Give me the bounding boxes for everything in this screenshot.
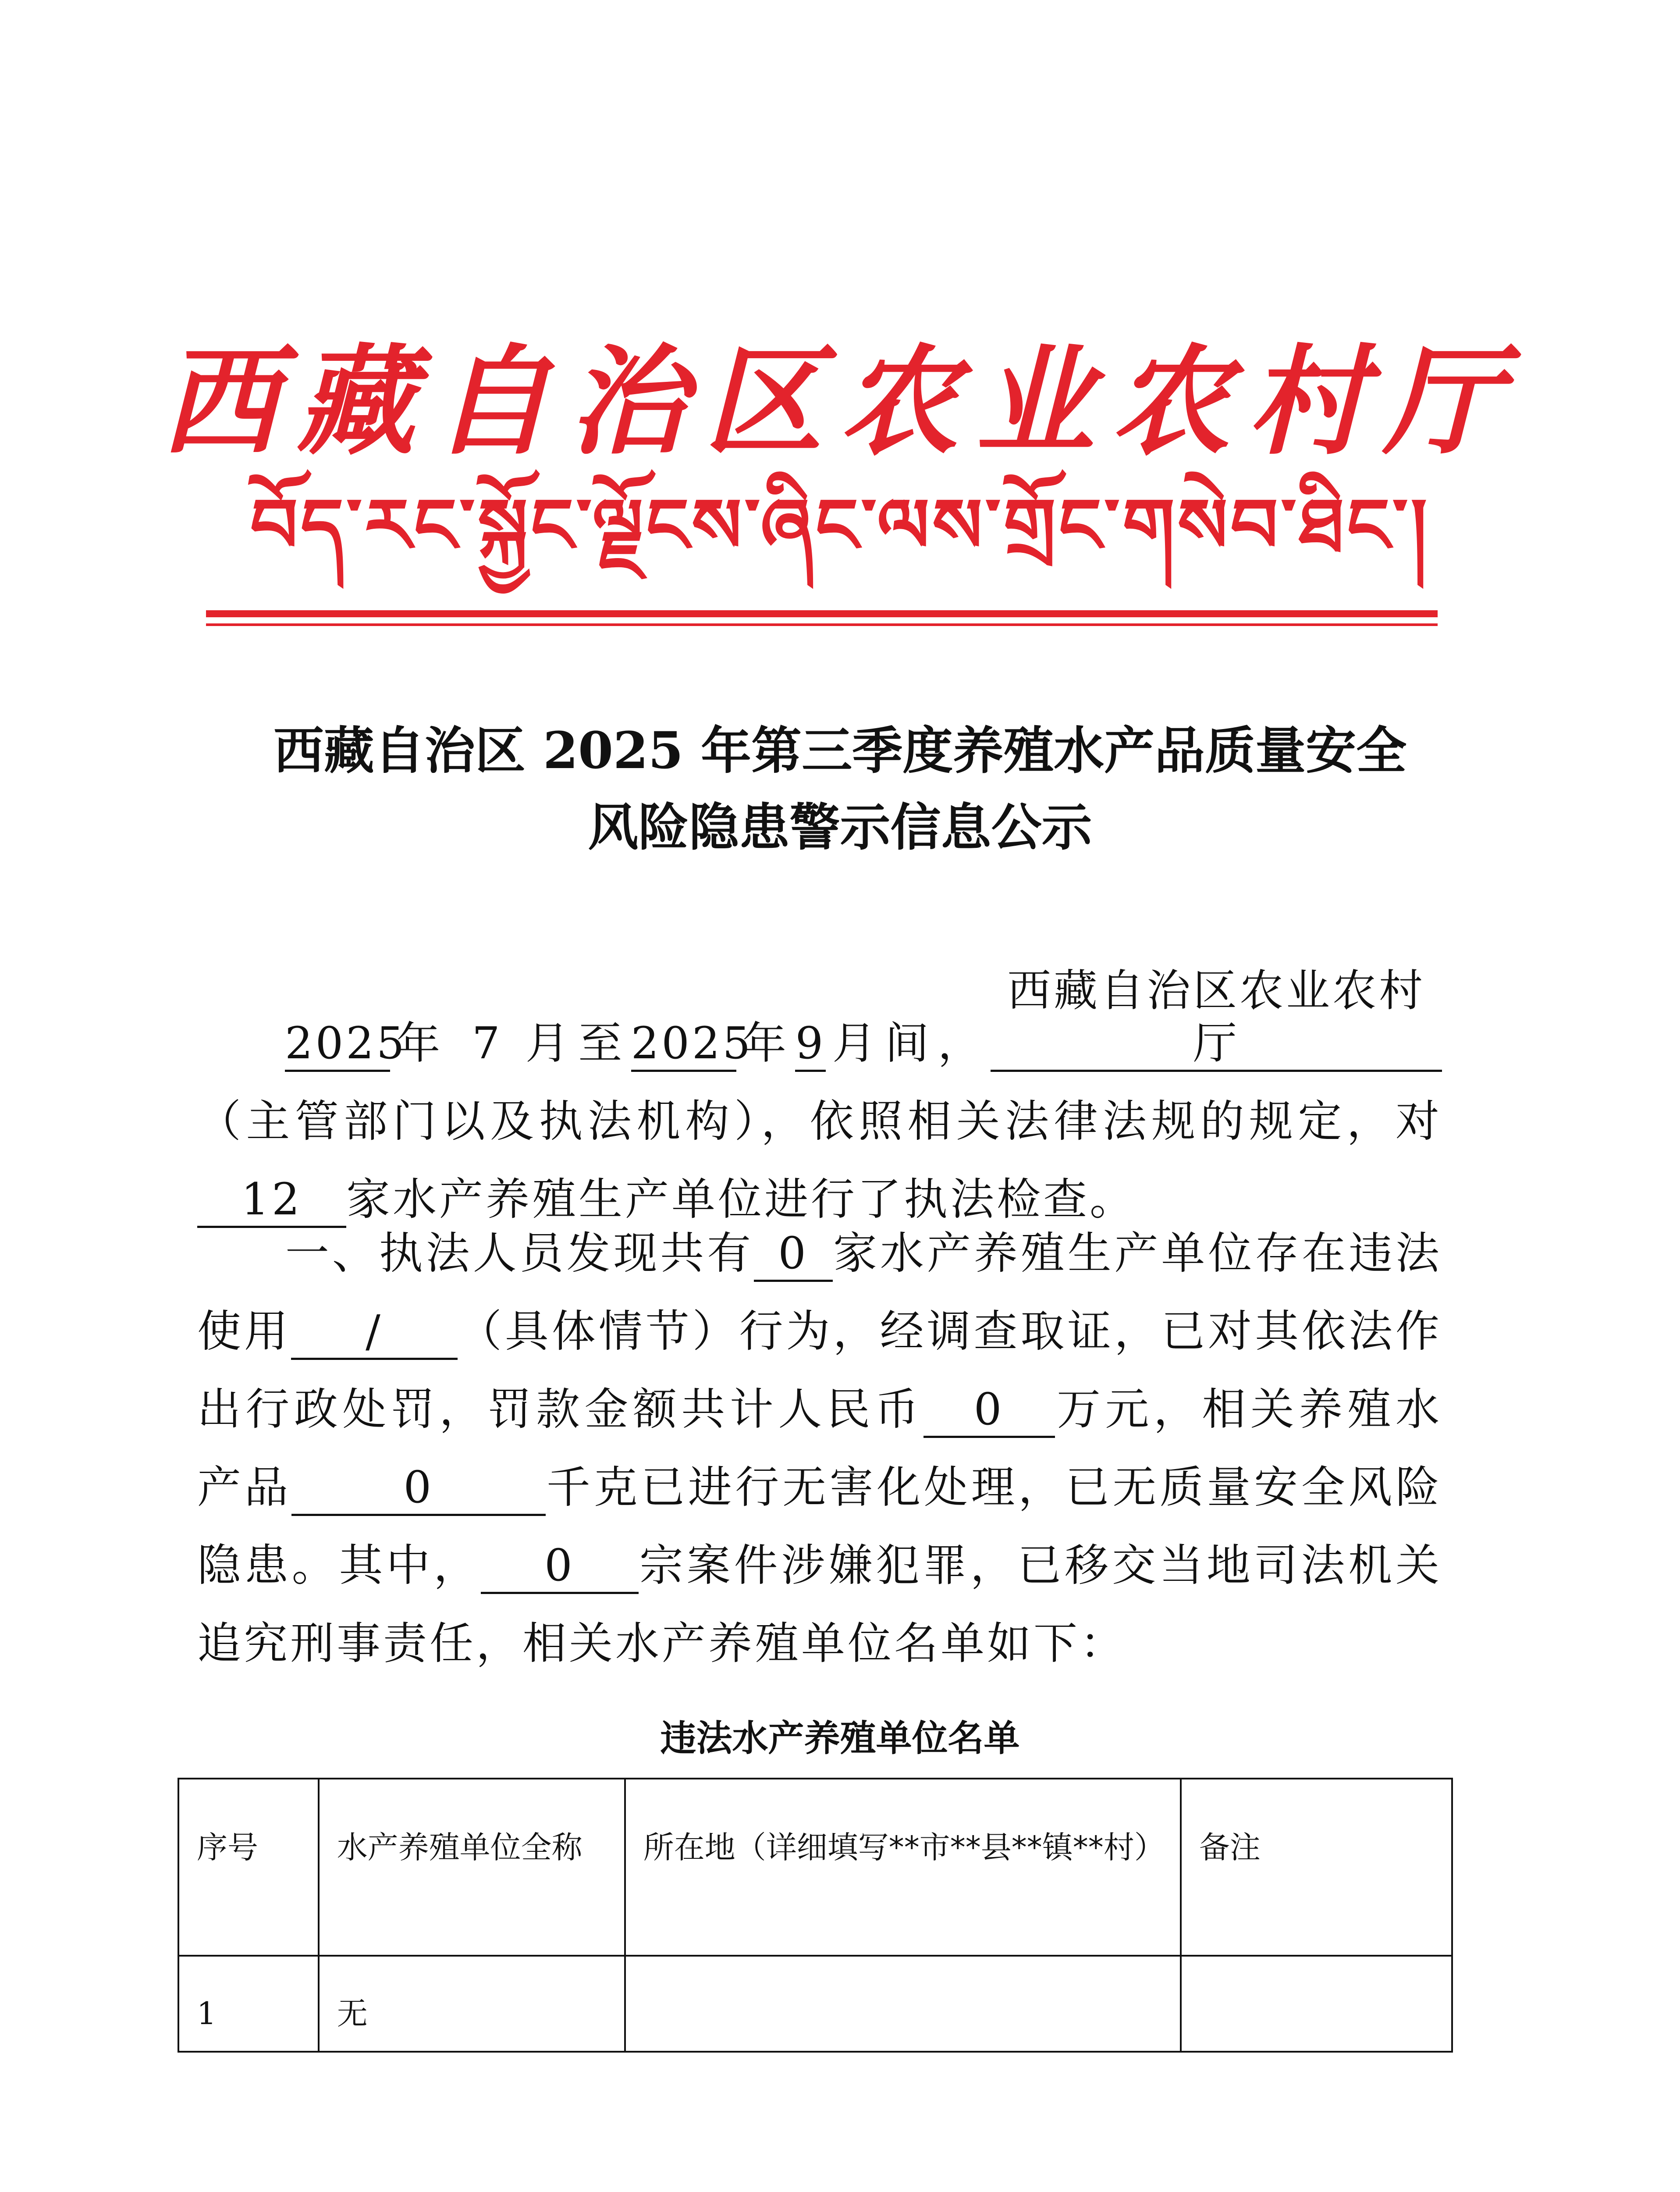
findings-text-1: 一、执法人员发现共有 xyxy=(285,1228,754,1279)
cell-location xyxy=(625,1956,1181,2052)
letterhead-tibetan: བོད་རང་སྐྱོང་ལྗོངས་ཞིང་ལས་གྲོང་གསེབ་ཐིང་། xyxy=(250,483,1430,569)
criminal-cases-field: 0 xyxy=(481,1539,639,1594)
cell-remarks xyxy=(1181,1956,1452,2052)
table-header-row xyxy=(178,1779,1452,1956)
paragraph-intro xyxy=(197,964,1442,1238)
intro-text-5: 家水产养殖生产单位进行了执法检查。 xyxy=(346,1174,1136,1225)
inspected-count-field: 12 xyxy=(197,1173,346,1228)
findings-text-3: （具体情节）行为，经调查取证，已对其依法作出行政处罚，罚款金额共计人民币 xyxy=(197,1306,1442,1435)
end-year-field: 2025 xyxy=(631,1017,736,1072)
violators-table xyxy=(178,1778,1453,2053)
header-unit-name: 水产养殖单位全称 xyxy=(319,1779,625,1956)
cell-unit-name: 无 xyxy=(319,1956,625,2052)
header-serial: 序号 xyxy=(178,1779,319,1956)
paragraph-findings xyxy=(197,1214,1442,1683)
findings-text-2: 家水产养殖生产单位存在违法使用 xyxy=(197,1228,1442,1357)
findings-text-5: 千克已进行无害化处理，已无质量安全风险隐患。其中， xyxy=(197,1462,1442,1591)
table-title: 违法水产养殖单位名单 xyxy=(660,1718,1020,1759)
document-title-line2: 风险隐患警示信息公示 xyxy=(588,798,1092,857)
findings-text-6: 宗案件涉嫌犯罪，已移交当地司法机关追究刑事责任，相关水产养殖单位名单如下： xyxy=(197,1540,1442,1669)
letterhead-chinese: 西藏自治区农业农村厅 xyxy=(160,331,1520,471)
end-month-field: 9 xyxy=(795,1017,826,1072)
disposed-kg-field: 0 xyxy=(291,1461,546,1516)
intro-text-4: （主管部门以及执法机构），依照相关法律法规的规定，对 xyxy=(197,1096,1442,1147)
cell-serial: 1 xyxy=(178,1956,319,2052)
header-location: 所在地（详细填写**市**县**镇**村） xyxy=(625,1779,1181,1956)
document-title-line1: 西藏自治区 2025 年第三季度养殖水产品质量安全 xyxy=(273,721,1407,780)
intro-text-1: 年 7 月至 xyxy=(390,1018,631,1069)
findings-text-4: 万元，相关养殖水产品 xyxy=(197,1384,1442,1513)
violators-count-field: 0 xyxy=(754,1227,833,1282)
behavior-field: / xyxy=(291,1305,458,1360)
intro-text-2: 年 xyxy=(736,1018,796,1069)
start-year-field: 2025 xyxy=(285,1017,390,1072)
fine-amount-field: 0 xyxy=(923,1383,1055,1438)
intro-text-3: 月间， xyxy=(826,1018,991,1069)
header-remarks: 备注 xyxy=(1181,1779,1452,1956)
department-field: 西藏自治区农业农村厅 xyxy=(991,964,1442,1072)
letterhead-rule-thin xyxy=(206,623,1438,626)
letterhead-rule-thick xyxy=(206,610,1438,617)
table-row xyxy=(178,1956,1452,2052)
